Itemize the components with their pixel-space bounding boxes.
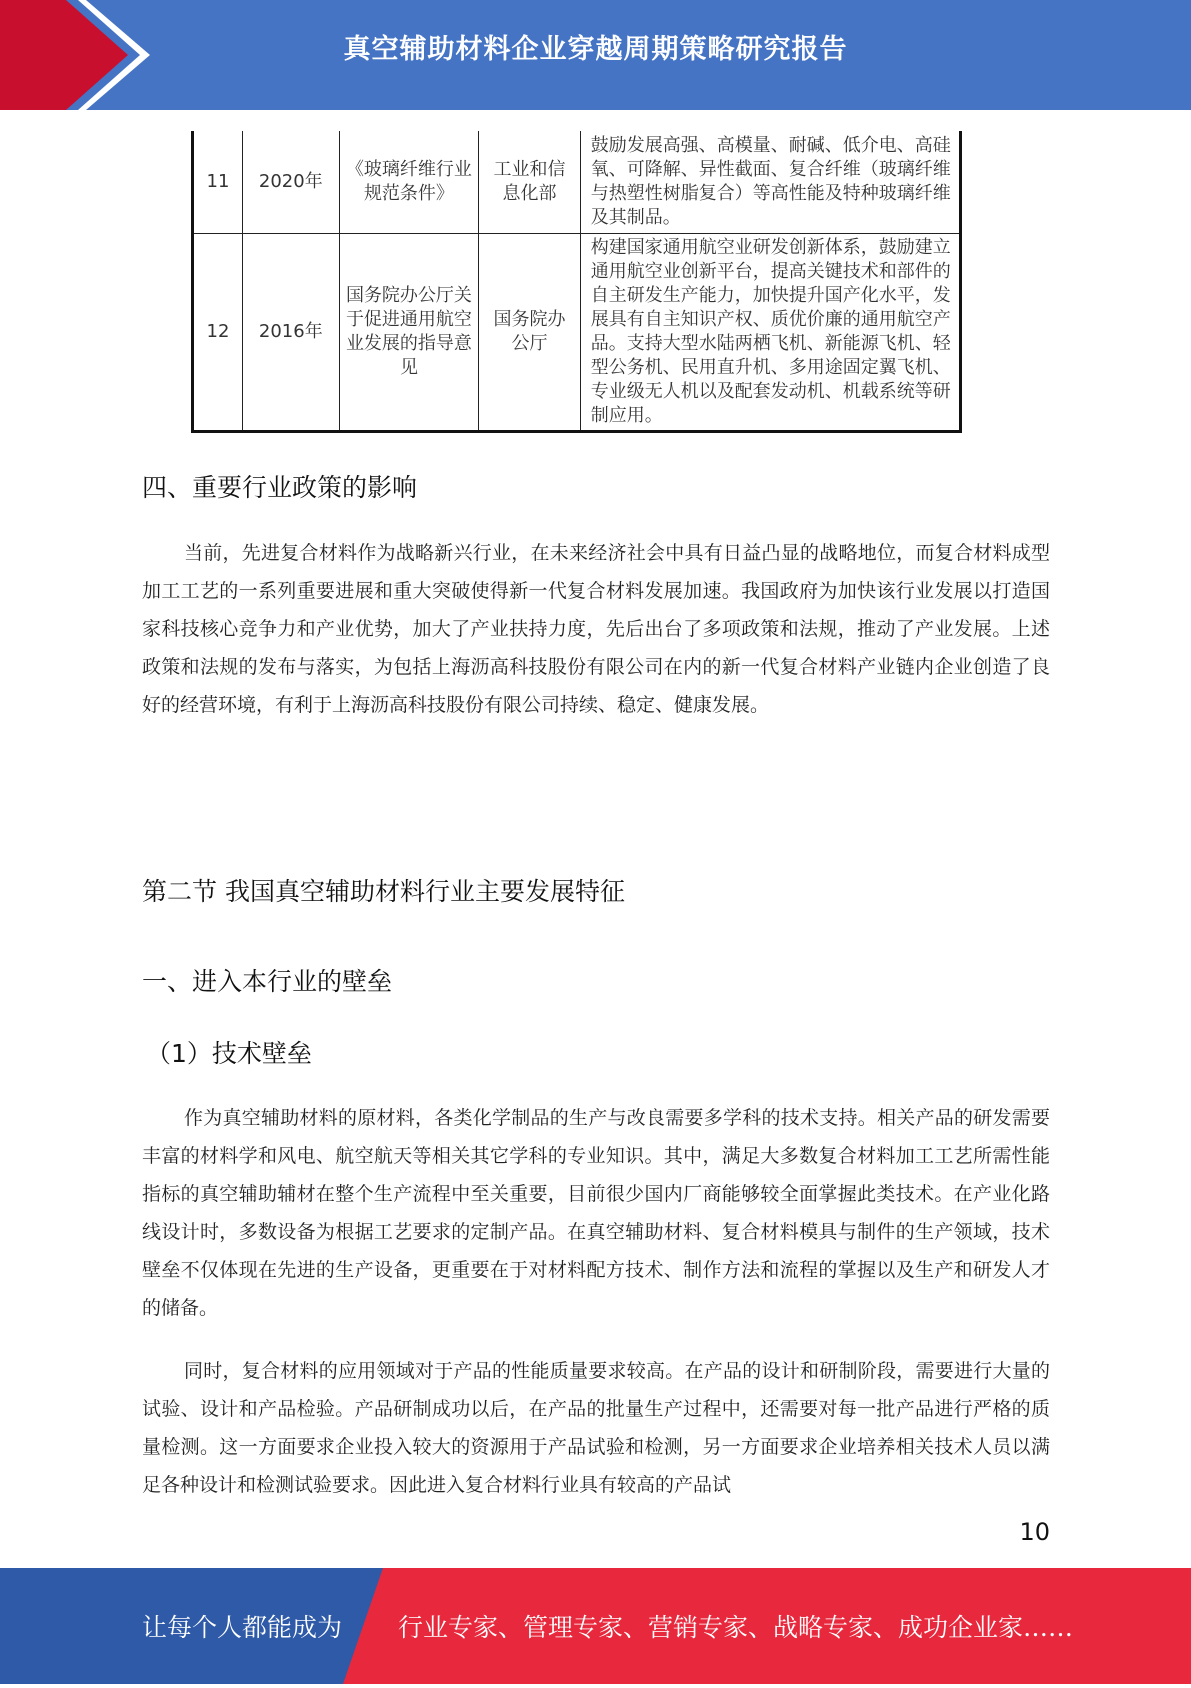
- row-number: 12: [193, 233, 243, 431]
- paragraph-policy-impact: 当前，先进复合材料作为战略新兴行业，在未来经济社会中具有日益凸显的战略地位，而复合材料成型加工工艺的一系列重要进展和重大突破使得新一代复合材料发展加速。我国政府为加快该行业发展以打造国家科技核心竞争力和产业优势，加大了产业扶持力度，先后出台了多项政策和法规，推动了产业发展。上述政策和法规的发布与落实，为包括上海沥高科技股份有限公司在内的新一代复合材料产业链内企业创造了良好的经营环境，有利于上海沥高科技股份有限公司持续、稳定、健康发展。: [142, 542, 1050, 716]
- footer-slogan-right: 行业专家、管理专家、营销专家、战略专家、成功企业家……: [398, 1613, 1074, 1642]
- row-issuer: 工业和信息化部: [479, 131, 581, 233]
- section-heading-entry-barriers: 一、进入本行业的壁垒: [142, 967, 393, 996]
- row-content: 构建国家通用航空业研发创新体系，鼓励建立通用航空业创新平台，提高关键技术和部件的自主研发生产能力，加快提升国产化水平，发展具有自主知识产权、质优价廉的通用航空产品。支持大型水陆两栖飞机、新能源飞机、轻型公务机、民用直升机、多用途固定翼飞机、专业级无人机以及配套发动机、机载系统等研制应用。: [580, 233, 960, 431]
- table-row: [193, 233, 961, 431]
- policy-table: [191, 131, 962, 433]
- page-header: [0, 0, 1191, 110]
- paragraph-tech-barrier-2: 同时，复合材料的应用领域对于产品的性能质量要求较高。在产品的设计和研制阶段，需要进行大量的试验、设计和产品检验。产品研制成功以后，在产品的批量生产过程中，还需要对每一批产品进行严格的质量检测。这一方面要求企业投入较大的资源用于产品试验和检测，另一方面要求企业培养相关技术人员以满足各种设计和检测试验要求。因此进入复合材料行业具有较高的产品试: [142, 1360, 1050, 1496]
- row-content: 鼓励发展高强、高模量、耐碱、低介电、高硅氧、可降解、异性截面、复合纤维（玻璃纤维与热塑性树脂复合）等高性能及特种玻璃纤维及其制品。: [580, 131, 960, 233]
- chapter-section-heading: 第二节 我国真空辅助材料行业主要发展特征: [142, 877, 625, 906]
- paragraph-tech-barrier-1: 作为真空辅助材料的原材料，各类化学制品的生产与改良需要多学科的技术支持。相关产品的研发需要丰富的材料学和风电、航空航天等相关其它学科的专业知识。其中，满足大多数复合材料加工工艺所需性能指标的真空辅助辅材在整个生产流程中至关重要，目前很少国内厂商能够较全面掌握此类技术。在产业化路线设计时，多数设备为根据工艺要求的定制产品。在真空辅助材料、复合材料模具与制件的生产领域，技术壁垒不仅体现在先进的生产设备，更重要在于对材料配方技术、制作方法和流程的掌握以及生产和研发人才的储备。: [142, 1107, 1050, 1319]
- report-title: 真空辅助材料企业穿越周期策略研究报告: [343, 34, 848, 65]
- row-year: 2020年: [242, 131, 339, 233]
- table-row: [193, 131, 961, 233]
- subsection-heading-tech-barrier: （1）技术壁垒: [146, 1039, 312, 1068]
- row-policy-name: 《玻璃纤维行业规范条件》: [339, 131, 478, 233]
- row-number: 11: [193, 131, 243, 233]
- page-footer: [0, 1568, 1191, 1684]
- page-number: 10: [1019, 1518, 1050, 1546]
- row-policy-name: 国务院办公厅关于促进通用航空业发展的指导意见: [339, 233, 478, 431]
- row-year: 2016年: [242, 233, 339, 431]
- row-issuer: 国务院办公厅: [479, 233, 581, 431]
- section-heading-policy-impact: 四、重要行业政策的影响: [142, 473, 418, 502]
- footer-slogan-left: 让每个人都能成为: [142, 1613, 343, 1642]
